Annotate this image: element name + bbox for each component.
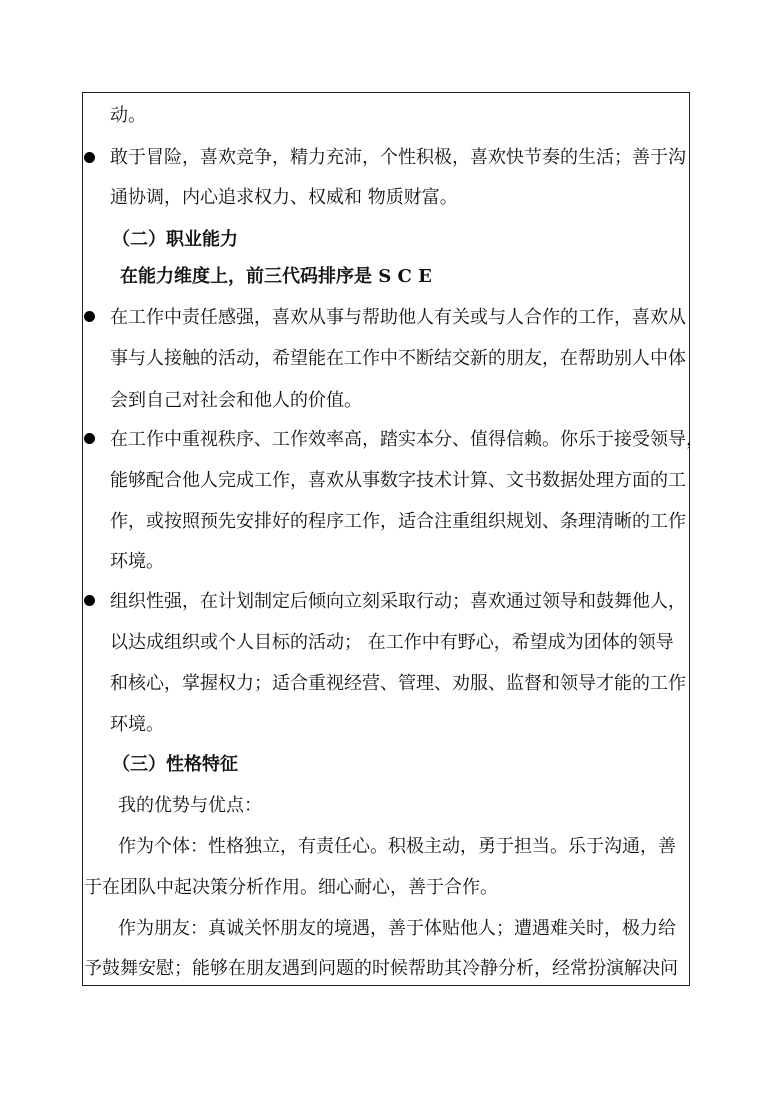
text-line: 和核心，掌握权力；适合重视经营、管理、劝服、监督和领导才能的工作	[110, 673, 686, 694]
text-line: 能够配合他人完成工作，喜欢从事数字技术计算、文书数据处理方面的工	[110, 470, 686, 491]
text-line: 在工作中责任感强，喜欢从事与帮助他人有关或与人合作的工作，喜欢从	[110, 307, 686, 328]
subheading: 在能力维度上，前三代码排序是 S C E	[120, 266, 432, 287]
bullet-icon	[84, 152, 95, 163]
text-line: 在工作中重视秩序、工作效率高，踏实本分、值得信赖。你乐于接受领导，	[110, 429, 704, 450]
bullet-icon	[84, 595, 95, 606]
text-line: 作为个体：性格独立，有责任心。积极主动，勇于担当。乐于沟通，善	[118, 836, 676, 857]
text-line: 环境。	[110, 714, 164, 735]
text-line: 会到自己对社会和他人的价值。	[110, 390, 362, 411]
text-line: 作为朋友：真诚关怀朋友的境遇，善于体贴他人；遭遇难关时，极力给	[118, 918, 676, 939]
text-line: 环境。	[110, 551, 164, 572]
text-line: 通协调，内心追求权力、权威和 物质财富。	[110, 187, 458, 208]
text-line: 敢于冒险，喜欢竞争，精力充沛，个性积极，喜欢快节奏的生活；善于沟	[110, 147, 686, 168]
section-heading: （三）性格特征	[112, 754, 238, 775]
text-line: 动。	[110, 105, 146, 126]
bullet-icon	[84, 433, 95, 444]
text-line: 组织性强，在计划制定后倾向立刻采取行动；喜欢通过领导和鼓舞他人，	[110, 591, 686, 612]
text-line: 事与人接触的活动，希望能在工作中不断结交新的朋友，在帮助别人中体	[110, 348, 686, 369]
text-line: 作，或按照预先安排好的程序工作，适合注重组织规划、条理清晰的工作	[110, 511, 686, 532]
text-line: 于在团队中起决策分析作用。细心耐心，善于合作。	[84, 877, 498, 898]
text-line: 予鼓舞安慰；能够在朋友遇到问题的时候帮助其冷静分析，经常扮演解决问	[84, 958, 678, 979]
section-heading: （二）职业能力	[112, 229, 238, 250]
bullet-icon	[84, 311, 95, 322]
text-line: 以达成组织或个人目标的活动； 在工作中有野心，希望成为团体的领导	[110, 632, 674, 653]
text-line: 我的优势与优点：	[118, 795, 262, 816]
